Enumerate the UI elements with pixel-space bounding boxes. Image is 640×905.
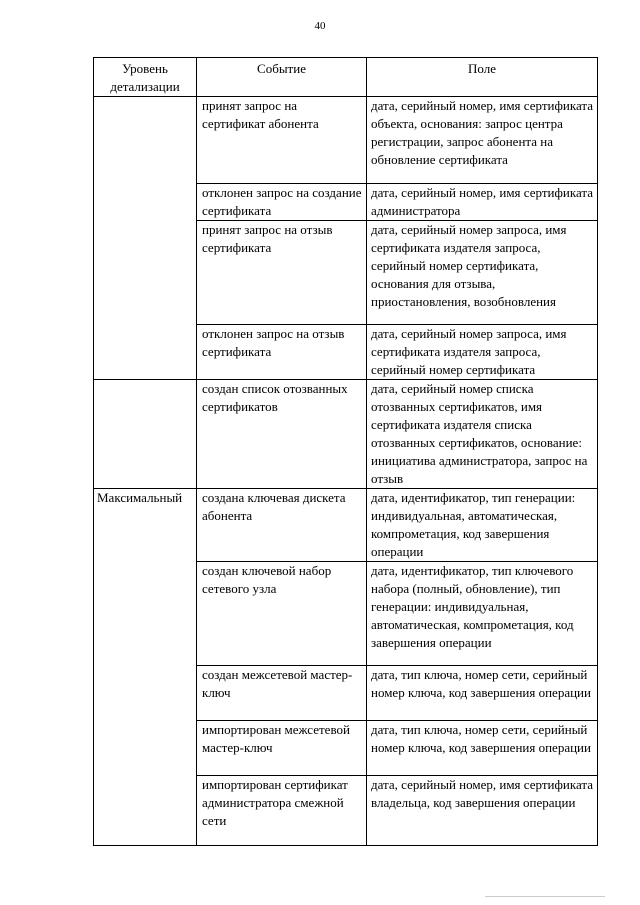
field-cell: дата, серийный номер списка отозванных сертификатов, имя сертификата издателя списка отозванных сертификатов, основание: инициатива администратора, запрос на отзыв [367, 380, 598, 489]
header-field: Поле [367, 58, 598, 97]
table-row [94, 489, 598, 562]
event-cell: отклонен запрос на создание сертификата [197, 184, 367, 221]
event-cell: создан список отозванных сертификатов [197, 380, 367, 489]
level-cell [94, 325, 197, 380]
table-row [94, 776, 598, 846]
level-cell: Максимальный [94, 489, 197, 562]
header-level: Уровень детализации [94, 58, 197, 97]
field-cell: дата, серийный номер, имя сертификата администратора [367, 184, 598, 221]
level-cell [94, 97, 197, 184]
event-cell: создан ключевой набор сетевого узла [197, 562, 367, 666]
field-cell: дата, тип ключа, номер сети, серийный номер ключа, код завершения операции [367, 666, 598, 721]
field-cell: дата, тип ключа, номер сети, серийный номер ключа, код завершения операции [367, 721, 598, 776]
event-cell: принят запрос на сертификат абонента [197, 97, 367, 184]
field-cell: дата, идентификатор, тип ключевого набора (полный, обновление), тип генерации: индивидуальная, автоматическая, компрометация, код завершения операции [367, 562, 598, 666]
event-cell: принят запрос на отзыв сертификата [197, 221, 367, 325]
table-row [94, 325, 598, 380]
table-row [94, 666, 598, 721]
level-cell [94, 721, 197, 776]
table-header-row [94, 58, 598, 97]
table-row [94, 184, 598, 221]
table-row [94, 721, 598, 776]
level-cell [94, 666, 197, 721]
event-cell: импортирован сертификат администратора смежной сети [197, 776, 367, 846]
event-cell: отклонен запрос на отзыв сертификата [197, 325, 367, 380]
event-cell: создана ключевая дискета абонента [197, 489, 367, 562]
field-cell: дата, серийный номер запроса, имя сертификата издателя запроса, серийный номер сертификата, основания для отзыва, приостановления, возобновления [367, 221, 598, 325]
level-cell [94, 184, 197, 221]
field-cell: дата, серийный номер запроса, имя сертификата издателя запроса, серийный номер сертификата [367, 325, 598, 380]
level-cell [94, 380, 197, 489]
level-cell [94, 221, 197, 325]
field-cell: дата, серийный номер, имя сертификата объекта, основания: запрос центра регистрации, запрос абонента на обновление сертификата [367, 97, 598, 184]
event-cell: импортирован межсетевой мастер-ключ [197, 721, 367, 776]
table-row [94, 97, 598, 184]
level-cell [94, 562, 197, 666]
table-row [94, 562, 598, 666]
table-row [94, 380, 598, 489]
scan-artifact [485, 896, 605, 903]
header-event: Событие [197, 58, 367, 97]
field-cell: дата, серийный номер, имя сертификата владельца, код завершения операции [367, 776, 598, 846]
event-cell: создан межсетевой мастер-ключ [197, 666, 367, 721]
page-number: 40 [314, 20, 326, 32]
table-row [94, 221, 598, 325]
level-cell [94, 776, 197, 846]
event-log-table [93, 57, 598, 846]
field-cell: дата, идентификатор, тип генерации: индивидуальная, автоматическая, компрометация, код завершения операции [367, 489, 598, 562]
